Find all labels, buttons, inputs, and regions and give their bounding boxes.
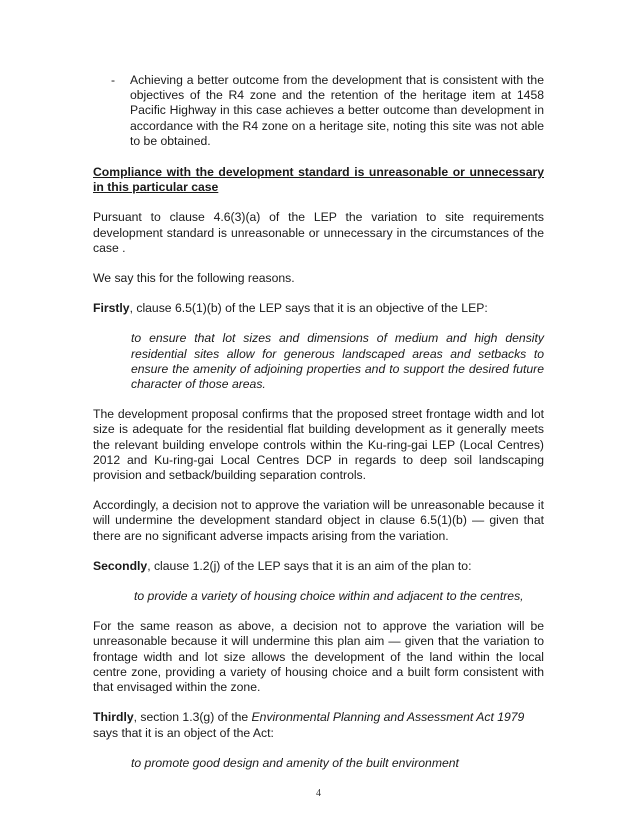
quote-firstly: to ensure that lot sizes and dimensions of medium and high density residential sites allow for generous landscaped areas and setbacks to ensure the amenity of adjoining properties and to support the desired future character of those areas. <box>131 331 544 392</box>
secondly-lead: Secondly <box>93 558 148 573</box>
paragraph-pursuant: Pursuant to clause 4.6(3)(a) of the LEP the variation to site requirements development standard is unreasonable or unnecessary in the circumstances of the case . <box>93 210 544 255</box>
page-number: 4 <box>316 788 321 799</box>
paragraph-same-reason: For the same reason as above, a decision not to approve the variation will be unreasonable because it will undermine this plan aim — given that the variation to frontage width and lot size allows the development of the land within the local centre zone, providing a variety of housing choice and a built form consistent with that envisaged within the zone. <box>93 619 544 695</box>
paragraph-reasons: We say this for the following reasons. <box>93 271 295 286</box>
paragraph-accordingly: Accordingly, a decision not to approve the variation will be unreasonable because it will undermine the development standard object in clause 6.5(1)(b) — given that there are no significant adverse impacts arising from the variation. <box>93 498 544 543</box>
quote-thirdly: to promote good design and amenity of the built environment <box>131 755 459 770</box>
secondly-text: , clause 1.2(j) of the LEP says that it is an aim of the plan to: <box>147 558 472 573</box>
firstly-text: , clause 6.5(1)(b) of the LEP says that it is an objective of the LEP: <box>129 301 488 316</box>
paragraph-firstly <box>93 301 544 316</box>
paragraph-thirdly <box>93 710 544 740</box>
bullet-dash: - <box>111 73 116 87</box>
paragraph-secondly <box>93 559 544 574</box>
thirdly-text-before: , section 1.3(g) of the <box>133 710 252 725</box>
paragraph-development: The development proposal confirms that the proposed street frontage width and lot size is adequate for the residential flat building development as it generally meets the relevant building envelope controls within the Ku-ring-gai LEP (Local Centres) 2012 and Ku-ring-gai Local Centres DCP in regards to deep soil landscaping provision and setback/building separation controls. <box>93 407 544 483</box>
document-page <box>93 73 544 771</box>
bullet-text: Achieving a better outcome from the development that is consistent with the objectives of the R4 zone and the retention of the heritage item at 1458 Pacific Highway in this case achieves a better outcome than development in accordance with the R4 zone on a heritage site, noting this site was not able to be obtained. <box>130 73 544 148</box>
thirdly-text-after: says that it is an object of the Act: <box>93 725 274 740</box>
section-heading: Compliance with the development standard is unreasonable or unnecessary in this particular case <box>93 165 544 195</box>
bullet-item <box>93 73 544 149</box>
quote-secondly: to provide a variety of housing choice within and adjacent to the centres, <box>134 589 524 604</box>
act-title: Environmental Planning and Assessment Act 1979 <box>251 710 525 725</box>
firstly-lead: Firstly <box>93 301 130 316</box>
thirdly-lead: Thirdly <box>93 710 134 725</box>
